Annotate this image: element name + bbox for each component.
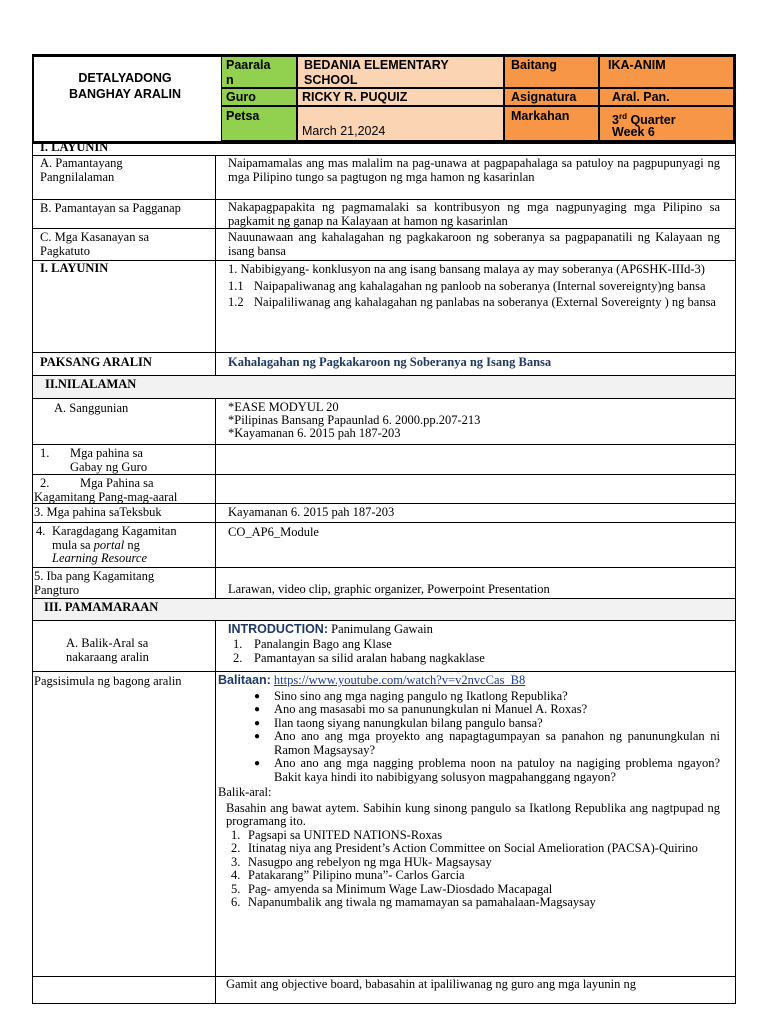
introduction-block — [228, 622, 718, 666]
introduction-list — [228, 637, 718, 666]
section-pamamaraan-title: III. PAMAMARAAN — [44, 600, 159, 614]
karagdagang-label — [52, 525, 214, 566]
pagsisimula-content — [218, 674, 720, 910]
objective-1-2-number: 1.2 — [228, 295, 244, 309]
pamantayang-pangnilalaman-label: A. Pamantayang Pangnilalaman — [40, 156, 123, 184]
iba-pang-kagamitan-text: 5. Iba pang Kagamitang Pangturo — [34, 569, 155, 597]
karagdagang-line-2 — [52, 539, 214, 553]
quarter-cell — [599, 106, 734, 141]
row-line — [32, 260, 736, 261]
week-value: Week 6 — [612, 125, 655, 140]
teacher-name: RICKY R. PUQUIZ — [297, 88, 504, 106]
kagamitang-number: 2. — [40, 476, 50, 490]
karagdagang-portal: portal — [93, 537, 125, 552]
layunin-objectives — [228, 262, 718, 310]
paksang-aralin-text: Kahalagahan ng Pagkakaroon ng Soberanya ng Isang Bansa — [228, 355, 552, 369]
paaralan-label: Paarala n — [221, 56, 297, 88]
list-item: 1. Pagsapi sa UNITED NATIONS-Roxas — [231, 827, 443, 842]
section-nilalaman-title: II.NILALAMAN — [45, 377, 137, 391]
quarter-text: Quarter — [630, 113, 676, 128]
header-bottom-border — [32, 141, 736, 144]
iba-pang-kagamitan-value: Larawan, video clip, graphic organizer, Powerpoint Presentation — [228, 582, 550, 596]
list-item: 1. Panalangin Bago ang Klase — [233, 636, 392, 651]
introduction-line — [228, 622, 718, 637]
column-divider-3 — [215, 620, 216, 1003]
header-left-border — [32, 54, 34, 143]
balik-aral-item-5: Pag- amyenda sa Minimum Wage Law-Diosdado Macapagal — [248, 881, 553, 896]
sanggunian-label: A. Sanggunian — [54, 401, 129, 415]
kagamitang-label-text: Mga Pahina sa Kagamitang Pang-mag-aaral — [34, 476, 178, 504]
table-bottom-border — [32, 1003, 736, 1004]
quarter-number: 3 — [612, 113, 619, 128]
nilalaman-band — [33, 376, 735, 398]
petsa-label: Petsa — [221, 106, 297, 141]
row-line — [32, 522, 736, 523]
karagdagang-number: 4. — [36, 524, 46, 538]
teksbuk-text: Kayamanan 6. 2015 pah 187-203 — [228, 505, 395, 519]
guro-label: Guro — [221, 88, 297, 106]
section-layunin-title: I. LAYUNIN — [40, 140, 109, 154]
row-line — [32, 352, 736, 353]
sanggunian-line-2: *Pilipinas Bansang Papaunlad 6. 2000.pp.207-213 — [228, 413, 481, 427]
pamantayang-pangnilalaman-text: Naipamamalas ang mas malalim na pag-unawa at pagpapahalaga sa patuloy na pagpupunyagi ng mga Pilipino tungo sa pagtugon ng mga hamon ng kasarinlan — [228, 156, 720, 184]
row-line — [32, 444, 736, 445]
grade-value: IKA-ANIM — [599, 56, 734, 88]
introduction-item-1: Panalangin Bago ang Klase — [254, 636, 392, 651]
balik-aral-items — [218, 829, 720, 910]
row-line — [32, 567, 736, 568]
subject-value: Aral. Pan. — [599, 88, 734, 106]
balik-aral-item-2: Itinatag niya ang President’s Action Committee on Social Amelioration (PACSA)-Quirino — [248, 841, 698, 855]
sanggunian-line-3: *Kayamanan 6. 2015 pah 187-203 — [228, 426, 401, 440]
balik-aral-item-4: Patakarang” Pilipino muna”- Carlos Garcia — [248, 868, 465, 882]
gabay-guro-number: 1. — [40, 446, 50, 460]
balitaan-line — [218, 674, 720, 688]
sanggunian-line-1: *EASE MODYUL 20 — [228, 400, 339, 414]
row-line — [32, 228, 736, 229]
doc-title: DETALYADONG BANGHAY ARALIN — [68, 71, 182, 101]
balik-aral-label — [66, 637, 214, 664]
introduction-label: INTRODUCTION: — [228, 622, 328, 636]
balik-aral-item-1: Pagsapi sa UNITED NATIONS-Roxas — [248, 827, 443, 842]
school-name: BEDANIA ELEMENTARY SCHOOL — [297, 56, 504, 88]
pamantayan-pagganap-label: B. Pamantayan sa Pagganap — [40, 201, 181, 215]
column-divider-1 — [215, 155, 216, 375]
list-item: ● Ano ano ang mga proyekto ang napagtagumpayan sa panahon ng panunungkulan ni Ramon Magsaysay? — [218, 730, 720, 757]
list-item: 5. Pag- amyenda sa Minimum Wage Law-Diosdado Macapagal — [231, 881, 553, 896]
row-line — [32, 671, 736, 672]
asignatura-label: Asignatura — [504, 88, 599, 106]
objective-1-1 — [228, 279, 718, 294]
paksang-aralin-label: PAKSANG ARALIN — [40, 355, 152, 369]
list-item: ● Ano ang masasabi mo sa panunungkulan ni Manuel A. Roxas? — [218, 703, 720, 717]
baitang-label: Baitang — [504, 56, 599, 88]
objective-1-2 — [228, 295, 718, 310]
basahin-instruction: Basahin ang bawat aytem. Sabihin kung sinong pangulo sa Ikatlong Republika ang nagtpupad ng programang ito. — [226, 800, 720, 828]
table-left-border — [32, 143, 33, 1003]
balik-aral-heading: Balik-aral: — [218, 785, 272, 799]
pagsisimula-label: Pagsisimula ng bagong aralin — [34, 674, 182, 688]
list-item: 2. Pamantayan sa silid aralan habang nagkaklase — [233, 651, 485, 665]
objective-1: 1. Nabibigyang- konklusyon na ang isang bansang malaya ay may soberanya (AP6SHK-IIId-3) — [228, 262, 705, 276]
balik-aral-label-text: A. Balik-Aral sa nakaraang aralin — [66, 636, 149, 664]
balitaan-label: Balitaan: — [218, 673, 271, 687]
list-item: ● Ano ano ang mga nagging problema noon na patuloy na nagiging problema ngayon? Bakit kaya hindi ito nabibigyang solusyon magpahanggang ngayon? — [218, 757, 720, 784]
objective-board-text: Gamit ang objective board, babasahin at ipaliliwanag ng guro ang mga layunin ng — [226, 977, 636, 991]
introduction-text: Panimulang Gawain — [328, 622, 433, 636]
row-line — [32, 398, 736, 399]
table-right-border — [735, 143, 736, 1003]
pamantayan-pagganap-text: Nakapagpapakita ng pagmamalaki sa kontribusyon ng mga nagpunyaging mga Pilipino sa pagkamit ng ganap na Kalayaan at hamon ng kasarinlan — [228, 200, 720, 228]
karagdagang-mula: mula sa — [52, 537, 94, 552]
karagdagang-line-3: Learning Resource — [52, 551, 148, 565]
date-value: March 21,2024 — [297, 106, 504, 141]
balitaan-questions — [218, 690, 720, 785]
list-item: 3. Nasugpo ang rebelyon ng mga HUk- Magsaysay — [231, 854, 492, 869]
objective-1-1-number: 1.1 — [228, 278, 244, 293]
markahan-label: Markahan — [504, 106, 599, 141]
introduction-item-2: Pamantayan sa silid aralan habang nagkaklase — [254, 651, 485, 665]
list-item: ● Sino sino ang mga naging pangulo ng Ikatlong Republika? — [218, 690, 720, 704]
header-right-border — [734, 54, 736, 143]
gabay-guro-label: Mga pahina sa Gabay ng Guro — [70, 446, 148, 474]
karagdagang-line-1: Karagdagang Kagamitan — [52, 524, 177, 538]
list-item: 2. Itinatag niya ang President’s Action Committee on Social Amelioration (PACSA)-Quirino — [231, 841, 698, 855]
list-item: 6. Napanumbalik ang tiwala ng mamamayan sa pamahalaan-Magsaysay — [231, 895, 596, 909]
objective-1-1-text: Naipapaliwanag ang kahalagahan ng panloob na soberanya (Internal sovereignty)ng bansa — [254, 278, 706, 293]
row-line — [32, 620, 736, 621]
karagdagang-ng: ng — [124, 537, 140, 552]
iba-pang-kagamitan-label — [34, 570, 154, 597]
quarter-suffix: rd — [618, 112, 627, 121]
balitaan-link[interactable]: https://www.youtube.com/watch?v=v2nvcCas_B8 — [273, 673, 526, 687]
karagdagang-text: CO_AP6_Module — [228, 525, 319, 539]
kasanayan-pagkatuto-label: C. Mga Kasanayan sa Pagkatuto — [40, 230, 149, 258]
sanggunian-list — [228, 401, 718, 440]
teksbuk-label: 3. Mga pahina saTeksbuk — [34, 505, 162, 519]
kagamitang-label — [34, 477, 214, 504]
objective-1-2-text: Naipaliliwanag ang kahalagahan ng panlabas na soberanya (External Sovereignty ) ng bansa — [254, 295, 716, 309]
layunin-sub-title: I. LAYUNIN — [40, 261, 109, 275]
balik-aral-item-6: Napanumbalik ang tiwala ng mamamayan sa pamahalaan-Magsaysay — [248, 895, 596, 909]
kasanayan-pagkatuto-text: Nauunawaan ang kahalagahan ng pagkakaroon ng soberanya sa pagpapanatili ng Kalayaan ng isang bansa — [228, 230, 720, 258]
list-item: ● Ilan taong siyang nanungkulan bilang pangulo bansa? — [218, 717, 720, 731]
column-divider-2 — [215, 398, 216, 598]
balik-aral-item-3: Nasugpo ang rebelyon ng mga HUk- Magsaysay — [248, 854, 492, 869]
row-line — [32, 474, 736, 475]
list-item: 4. Patakarang” Pilipino muna”- Carlos Garcia — [231, 868, 465, 882]
